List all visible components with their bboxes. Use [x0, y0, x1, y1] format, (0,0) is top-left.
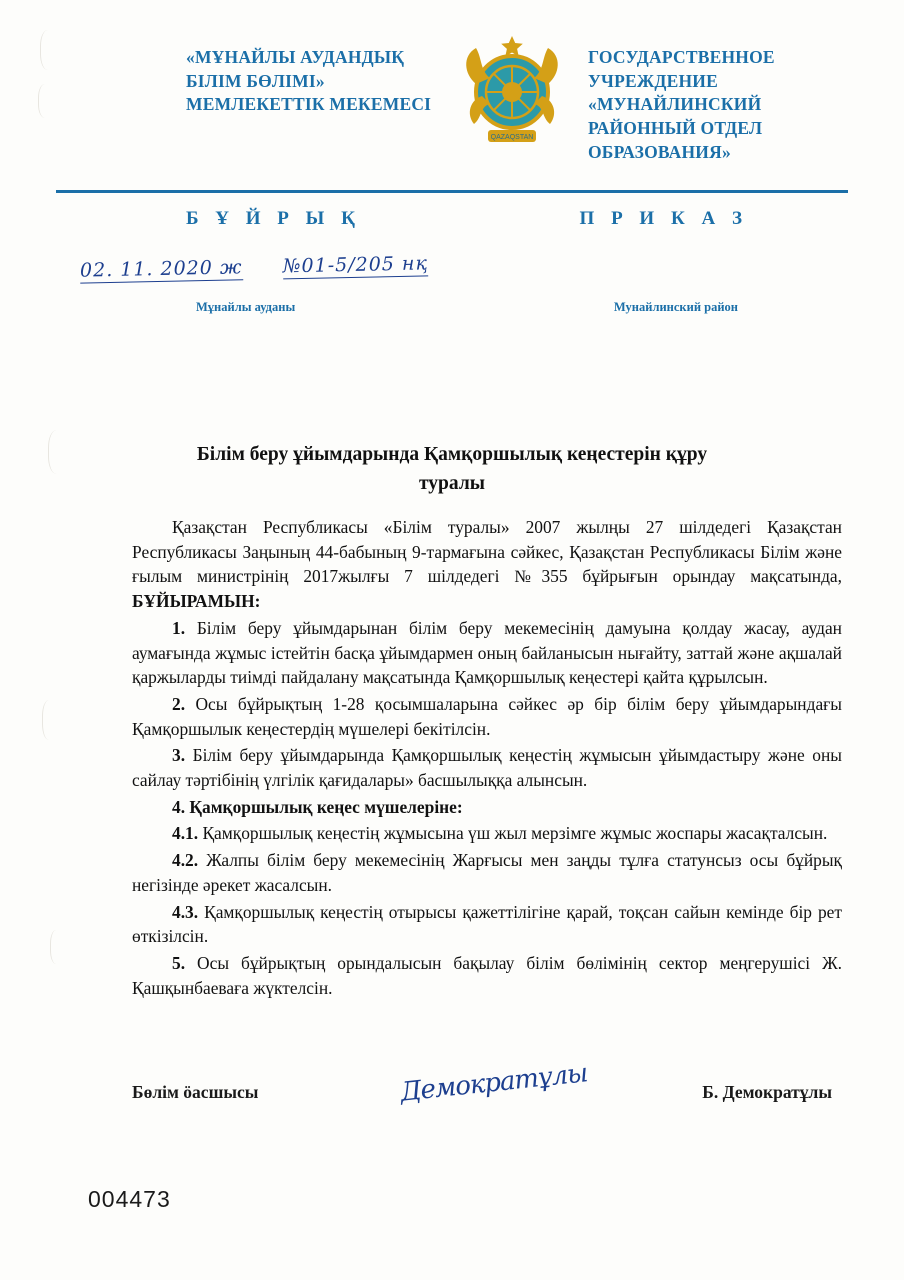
- order-heading-row: [56, 208, 848, 230]
- body-paragraph: 2. Осы бұйрықтың 1-28 қосымшаларына сәйкес әр бір білім беру ұйымдарындағы Қамқоршылык кеңестердің мүшелері бекітілсін.: [132, 693, 842, 739]
- body-paragraph: 4. Қамқоршылық кеңес мүшелеріне:: [172, 796, 463, 817]
- order-word-ru: П Р И К А З: [579, 208, 748, 229]
- body-paragraph: 4.2. Жалпы білім беру мекемесінің Жарғысы мен заңды тұлға статунсыз осы бұйрық негізінде әрекет жасалсын.: [132, 850, 842, 895]
- handwritten-date: 02. 11. 2020 ж: [79, 256, 243, 282]
- district-name-ru: Мунайлинский район: [613, 300, 738, 314]
- letterhead: [56, 46, 848, 164]
- body-paragraph: 4.3. Қамқоршылық кеңестің отырысы қажеттілігіне қарай, тоқсан сайын кемінде бір рет өткізілсін.: [132, 901, 842, 947]
- district-row: [56, 300, 848, 315]
- signature-row: [132, 1082, 842, 1103]
- body-paragraph: 5. Осы бұйрықтың орындалысын бақылау білім бөлімінің сектор меңгерушісі Ж. Қашқынбаеваға жүктелсін.: [132, 952, 842, 998]
- scan-artifact: [50, 930, 65, 964]
- svg-text:QAZAQSTAN: QAZAQSTAN: [490, 134, 534, 141]
- body-paragraph: Қазақстан Республикасы «Білім туралы» 2007 жылңы 27 шілдедегі Қазақстан Республикасы Заңының 44-бабының 9-тармағына сәйкес, Қазақстан Республикасы Білім және ғылым министрінің 2017жылғы 7 шілдедегі №355 бұйрығын орындау мақсатында, БҰЙЫРАМЫН:: [132, 517, 842, 612]
- signatory-position: Бөлім öасшысы: [132, 1082, 259, 1102]
- body-paragraph: 3. Білім беру ұйымдарында Қамқоршылық кеңестің жұмысын ұйымдастыру және оны сайлау тәртібінің үлгілік қағидалары» басшылыққа алынсын.: [132, 745, 842, 791]
- organization-name-ru: ГОСУДАРСТВЕННОЕ УЧРЕЖДЕНИЕ «МУНАЙЛИНСКИЙ РАЙОННЫЙ ОТДЕЛ ОБРАЗОВАНИЯ»: [588, 47, 775, 162]
- signatory-name: Б. Демократұлы: [702, 1082, 832, 1102]
- order-word-kk: Б Ұ Й Р Ы Қ: [186, 208, 361, 229]
- scan-artifact: [42, 700, 59, 740]
- document-serial-number: 004473: [88, 1186, 171, 1212]
- header-divider: [56, 190, 848, 193]
- body-paragraph: 1. Білім беру ұйымдарынан білім беру мекемесінің дамуына қолдау жасау, аудан аумағында жұмыс істейтін басқа ұйымдармен оның байланысын нығайту, заттай және ақшалай қаржыларды тиімді пайдалану мақсатында Қамқоршылық кеңестері қайта құрылсын.: [132, 617, 842, 688]
- handwritten-date-number: [80, 252, 428, 283]
- handwritten-signature: Демократұлы: [398, 1058, 589, 1108]
- scan-artifact: [48, 430, 69, 474]
- organization-name-kk: «МҰНАЙЛЫ АУДАНДЫҚ БІЛІМ БӨЛІМІ» МЕМЛЕКЕТТІК МЕКЕМЕСІ: [186, 47, 432, 115]
- district-name-kk: Мұнайлы ауданы: [196, 300, 296, 314]
- document-body: [132, 515, 842, 1002]
- document-title: Білім беру ұйымдарында Қамқоршылық кеңестерін құру туралы: [196, 444, 708, 495]
- body-paragraph: 4.1. Қамқоршылық кеңестің жұмысына үш жыл мерзімге жұмыс жоспары жасақталсын.: [172, 823, 828, 844]
- scan-artifact: [38, 84, 55, 118]
- handwritten-number: №01-5/205 нқ: [282, 252, 429, 278]
- kazakhstan-coat-of-arms-icon: [460, 34, 564, 152]
